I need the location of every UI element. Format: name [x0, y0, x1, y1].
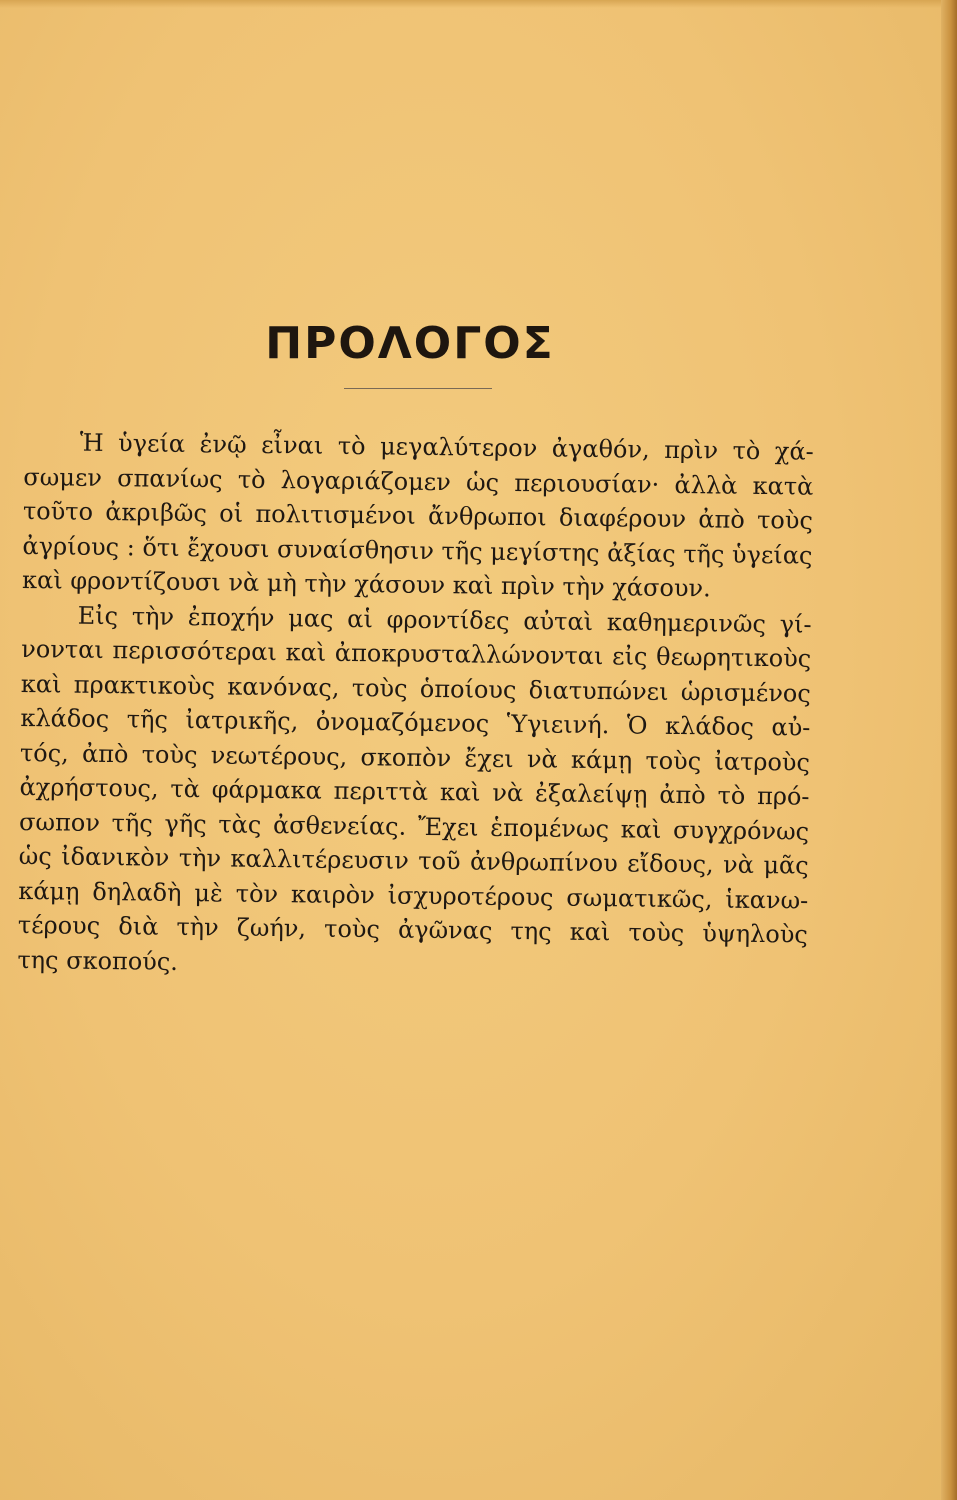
text-line: σωμεν σπανίως τὸ λογαριάζομεν ὡς περιουσίαν· ἀλλὰ κατὰ: [23, 462, 814, 501]
title-divider: [344, 388, 492, 389]
paragraph-1: [22, 425, 814, 607]
text-line: Εἰς τὴν ἐποχήν μας αἱ φροντίδες αὐταὶ καθημερινῶς γί-: [77, 601, 812, 639]
text-line: Ἡ ὑγεία ἐνῷ εἶναι τὸ μεγαλύτερον ἀγαθόν, πρὶν τὸ χά-: [79, 428, 814, 466]
body-text: [17, 425, 814, 987]
text-line: ἀχρήστους, τὰ φάρμακα περιττὰ καὶ νὰ ἐξαλείψῃ ἀπὸ τὸ πρό-: [19, 772, 810, 811]
page-title: ΠΡΟΛΟΓΟΣ: [265, 318, 555, 369]
text-line: σωπον τῆς γῆς τὰς ἀσθενείας. Ἔχει ἑπομένως καὶ συγχρόνως: [18, 807, 810, 846]
paragraph-2: [17, 597, 812, 986]
text-line: κάμῃ δηλαδὴ μὲ τὸν καιρὸν ἰσχυροτέρους σωματικῶς, ἱκανω-: [18, 876, 809, 915]
text-line: τός, ἀπὸ τοὺς νεωτέρους, σκοπὸν ἔχει νὰ κάμῃ τοὺς ἰατροὺς: [19, 738, 811, 777]
text-line: καὶ φροντίζουσι νὰ μὴ τὴν χάσουν καὶ πρὶν τὴν χάσουν.: [21, 565, 711, 603]
text-line: νονται περισσότεραι καὶ ἀποκρυσταλλώνονται εἰς θεωρητικοὺς: [21, 634, 812, 673]
text-line: της σκοπούς.: [17, 945, 179, 976]
text-line: καὶ πρακτικοὺς κανόνας, τοὺς ὁποίους διατυπώνει ὡρισμένος: [20, 669, 811, 708]
text-line: ἀγρίους : ὅτι ἔχουσι συναίσθησιν τῆς μεγίστης ἀξίας τῆς ὑγείας: [22, 531, 813, 570]
text-line: τοῦτο ἀκριβῶς οἱ πολιτισμένοι ἄνθρωποι διαφέρουν ἀπὸ τοὺς: [22, 496, 814, 535]
text-line: ὡς ἰδανικὸν τὴν καλλιτέρευσιν τοῦ ἀνθρωπίνου εἴδους, νὰ μᾶς: [18, 841, 809, 880]
text-line: κλάδος τῆς ἰατρικῆς, ὀνομαζόμενος Ὑγιεινή. Ὁ κλάδος αὐ-: [20, 703, 811, 742]
page-top-edge: [0, 0, 957, 8]
page-right-edge: [941, 0, 957, 1500]
text-line: τέρους διὰ τὴν ζωήν, τοὺς ἀγῶνας της καὶ τοὺς ὑψηλοὺς: [17, 910, 809, 949]
